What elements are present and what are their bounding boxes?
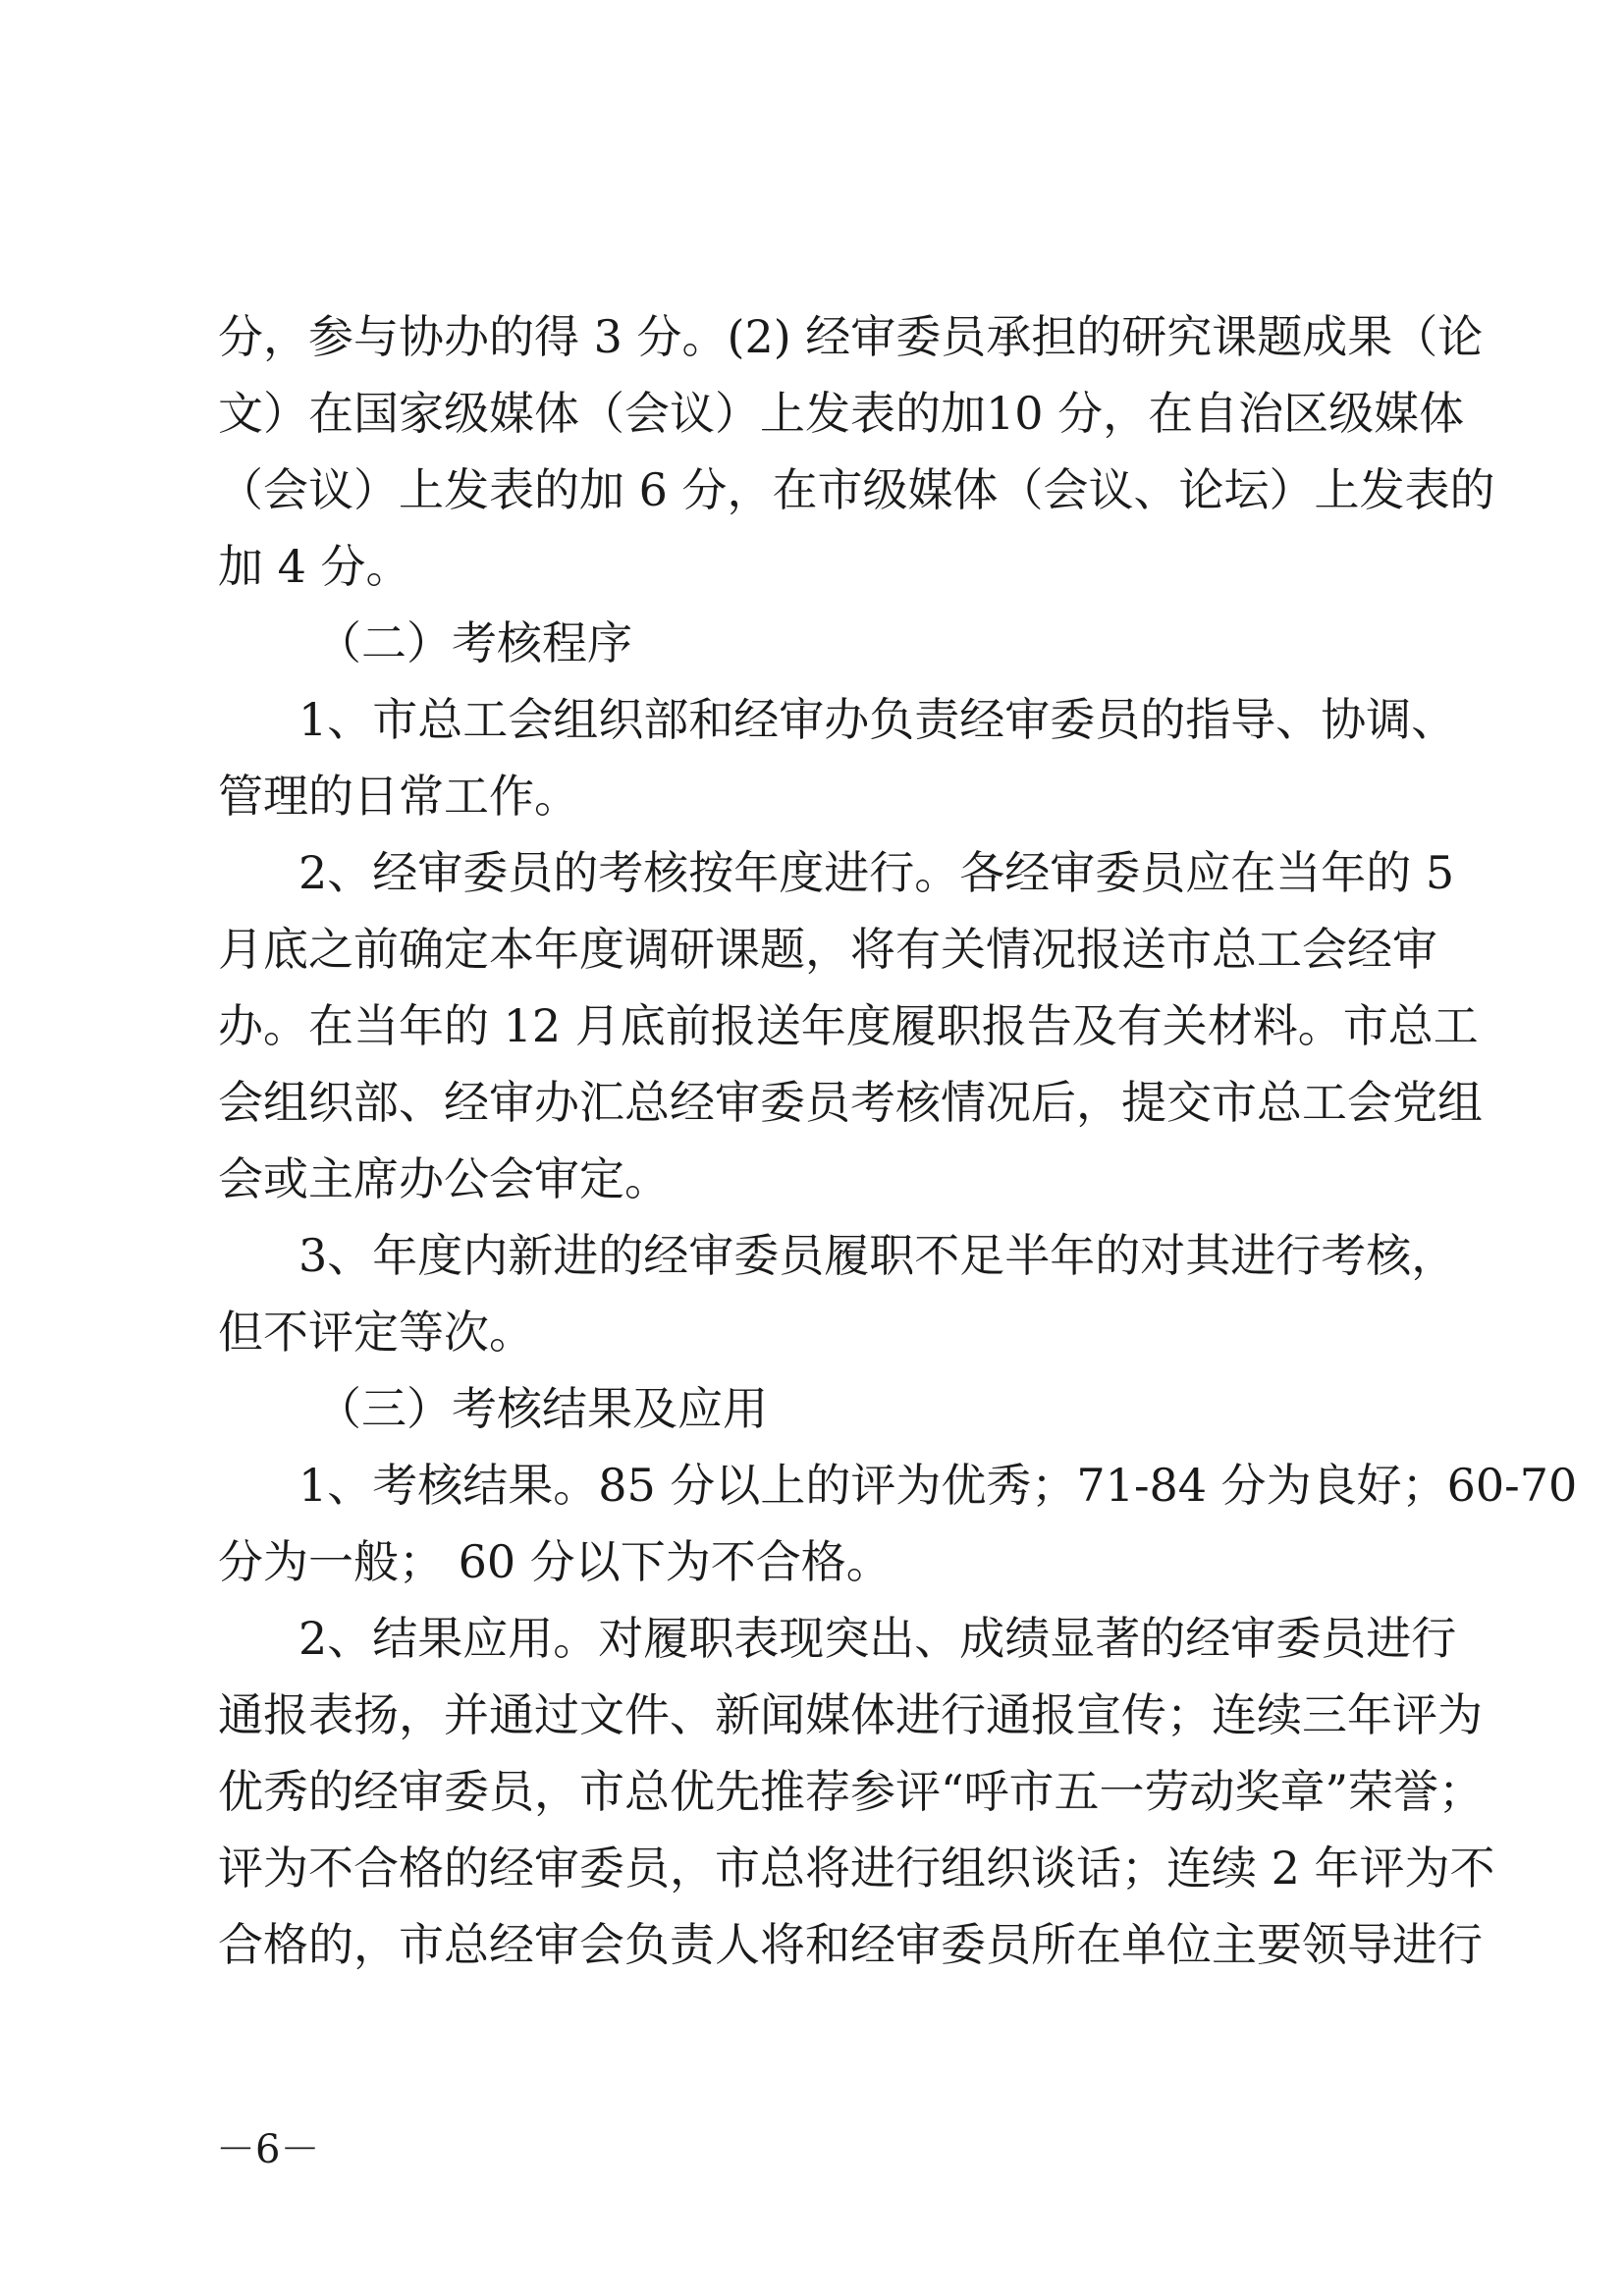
paragraph-line: 2、经审委员的考核按年度进行。各经审委员应在当年的 5: [298, 846, 1455, 899]
paragraph-line: 分，参与协办的得 3 分。(2) 经审委员承担的研究课题成果（论: [218, 310, 1484, 363]
paragraph-line: 评为不合格的经审委员，市总将进行组织谈话；连续 2 年评为不: [218, 1842, 1495, 1895]
paragraph-line: 1、市总工会组织部和经审办负责经审委员的指导、协调、: [298, 693, 1457, 746]
document-body: [218, 298, 1578, 1983]
paragraph-line: 月底之前确定本年度调研课题，将有关情况报送市总工会经审: [218, 923, 1437, 976]
paragraph-line: 管理的日常工作。: [218, 770, 579, 823]
paragraph-line: 3、年度内新进的经审委员履职不足半年的对其进行考核，: [298, 1229, 1457, 1282]
section-heading: （二）考核程序: [316, 616, 632, 669]
paragraph-line: （会议）上发表的加 6 分，在市级媒体（会议、论坛）上发表的: [218, 463, 1495, 516]
paragraph-line: 但不评定等次。: [218, 1306, 534, 1359]
paragraph-line: 合格的，市总经审会负责人将和经审委员所在单位主要领导进行: [218, 1918, 1483, 1971]
paragraph-line: 文）在国家级媒体（会议）上发表的加10 分，在自治区级媒体: [218, 387, 1465, 440]
paragraph-line: 会组织部、经审办汇总经审委员考核情况后，提交市总工会党组: [218, 1076, 1483, 1129]
paragraph-line: 会或主席办公会审定。: [218, 1152, 670, 1205]
page-number: －6－: [216, 2127, 320, 2172]
paragraph-line: 分为一般； 60 分以下为不合格。: [218, 1535, 892, 1588]
paragraph-line: 2、结果应用。对履职表现突出、成绩显著的经审委员进行: [298, 1612, 1457, 1665]
paragraph-line: 办。在当年的 12 月底前报送年度履职报告及有关材料。市总工: [218, 999, 1479, 1052]
section-heading: （三）考核结果及应用: [316, 1382, 768, 1435]
paragraph-line: 优秀的经审委员，市总优先推荐参评“呼市五一劳动奖章”荣誉；: [218, 1765, 1485, 1818]
paragraph-line: 加 4 分。: [218, 540, 411, 593]
paragraph-line: 通报表扬，并通过文件、新闻媒体进行通报宣传；连续三年评为: [218, 1688, 1483, 1741]
paragraph-line: 1、考核结果。85 分以上的评为优秀；71-84 分为良好；60-70: [298, 1459, 1578, 1512]
